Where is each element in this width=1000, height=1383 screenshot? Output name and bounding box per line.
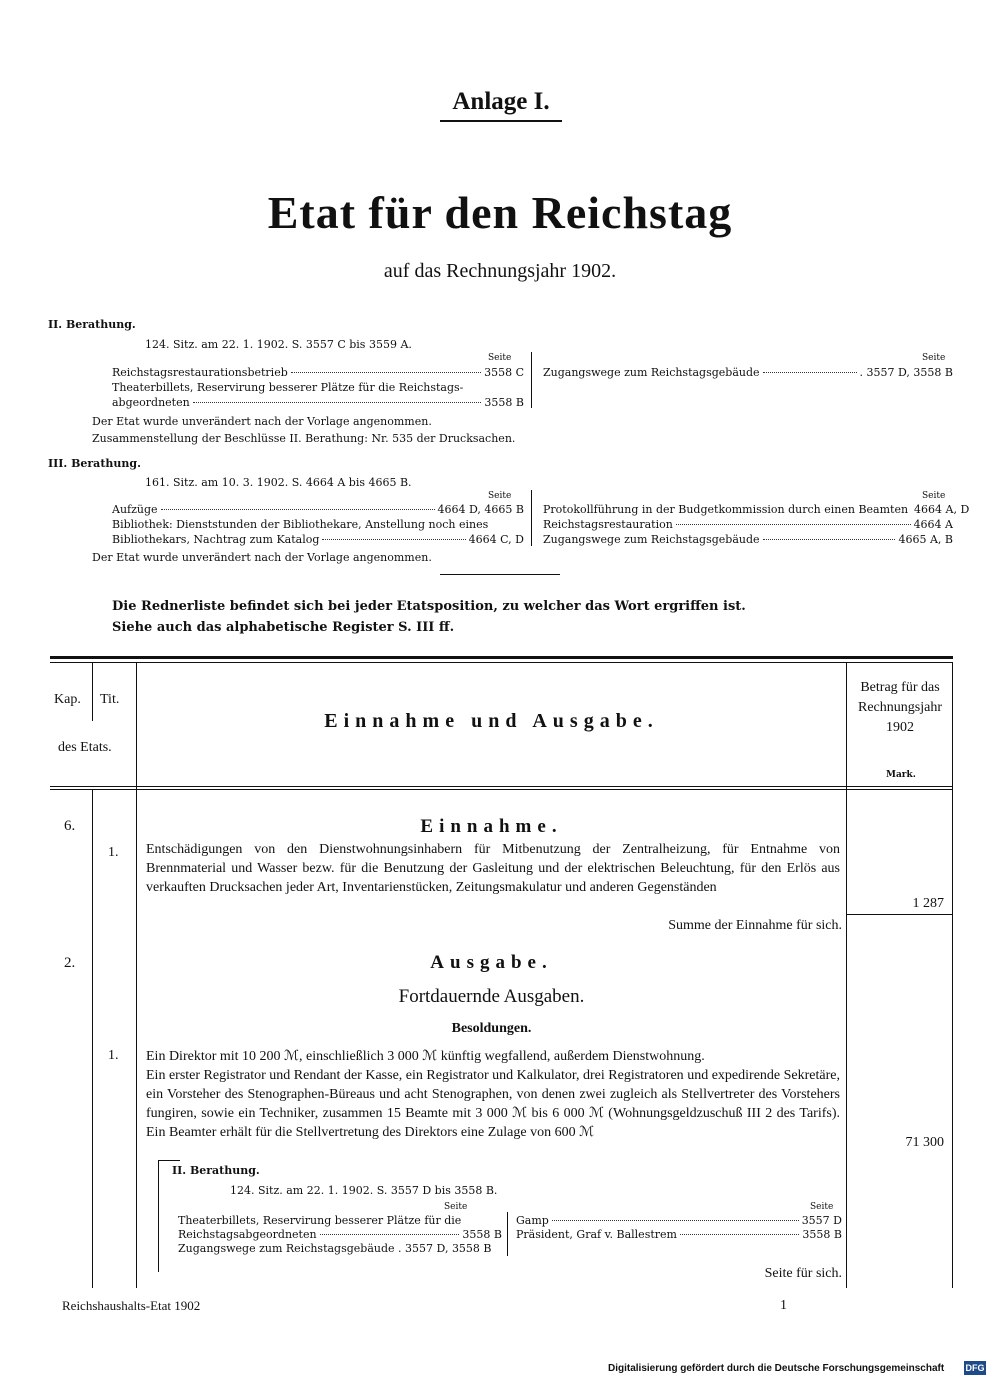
beratung2-left-item: Reichstagsrestaurationsbetrieb 3558 C — [112, 366, 524, 379]
ausgabe-subheading: Fortdauernde Ausgaben. — [398, 986, 585, 1007]
table-header-rule-2 — [50, 789, 953, 790]
beratung3-seite-left: Seite — [488, 491, 512, 501]
col-mark-header: Mark. — [886, 770, 916, 780]
rednerliste-notice: Die Rednerliste befindet sich bei jeder Etatsposition, zu welcher das Wort ergriffen ist. — [112, 599, 746, 614]
ausgabe-beratung-left-item: Zugangswege zum Reichstagsgebäude . 3557 D, 3558 B — [178, 1242, 492, 1255]
beratung2-left-item: Theaterbillets, Reservirung besserer Plätze für die Reichstags- — [112, 381, 464, 394]
beratung2-note: Zusammenstellung der Beschlüsse II. Berathung: Nr. 535 der Drucksachen. — [92, 432, 516, 445]
table-top-rule-thin — [50, 662, 953, 663]
col-des-etats-header: des Etats. — [58, 740, 112, 755]
ausgabe-beratung-left-item: Theaterbillets, Reservirung besserer Plätze für die — [178, 1214, 462, 1227]
dfg-credit: Digitalisierung gefördert durch die Deutsche Forschungsgemeinschaft — [608, 1363, 945, 1374]
einnahme-text: Entschädigungen von den Dienstwohnungsinhabern für Mitbenutzung der Zentralheizung, für Entnahme von Brennmaterial und Wasser bezw. für die Benutzung der Gasleitung und der elektrischen Beleuchtung, für den Erlös aus verkauften Drucksachen jeder Art, Inventarienstücken, Zeitungsmakulatur und anderen Gegenständen — [146, 842, 840, 895]
amount-right-border — [952, 663, 953, 1288]
column-divider — [531, 352, 532, 408]
column-divider — [531, 490, 532, 546]
ausgabe-beratung-right-item: Gamp 3557 D — [516, 1214, 842, 1227]
beratung3-right-item: Zugangswege zum Reichstagsgebäude 4665 A, B — [543, 533, 953, 546]
anlage-label: Anlage I. — [440, 88, 562, 122]
beratung3-seite-right: Seite — [922, 491, 946, 501]
col-betrag-header: Betrag für das Rechnungsjahr 1902 — [858, 680, 942, 735]
beratung2-heading: II. Berathung. — [48, 318, 136, 331]
table-header-rule — [50, 786, 953, 787]
ausgabe-kap: 2. — [64, 955, 76, 971]
beratung3-left-item: Aufzüge 4664 D, 4665 B — [112, 503, 524, 516]
ausgabe-heading: Ausgabe. — [430, 952, 553, 973]
seite-fuer-sich: Seite für sich. — [764, 1266, 842, 1281]
beratung2-seite-left: Seite — [488, 353, 512, 363]
beratung3-right-item: Protokollführung in der Budgetkommission durch einen Beamten 4664 A, D — [543, 503, 970, 516]
main-amount-divider — [846, 663, 847, 1288]
besoldungen-heading: Besoldungen. — [451, 1021, 532, 1036]
dfg-logo: DFG — [965, 1363, 985, 1373]
beratung3-note: Der Etat wurde unverändert nach der Vorlage angenommen. — [92, 551, 432, 564]
col-main-header: Einnahme und Ausgabe. — [324, 710, 659, 732]
col-kap-header: Kap. — [54, 692, 81, 707]
tit-main-divider — [136, 663, 137, 1288]
beratung3-left-item: Bibliothek: Dienststunden der Bibliothekare, Anstellung noch eines — [112, 518, 489, 531]
beratung2-note: Der Etat wurde unverändert nach der Vorlage angenommen. — [92, 415, 432, 428]
ausgabe-beratung-right-item: Präsident, Graf v. Ballestrem 3558 B — [516, 1228, 842, 1241]
beratung3-left-item: Bibliothekars, Nachtrag zum Katalog 4664 C, D — [112, 533, 524, 546]
ausgabe-tit: 1. — [108, 1048, 119, 1063]
beratung2-left-item: abgeordneten 3558 B — [112, 396, 524, 409]
ausgabe-beratung-left-item: Reichstagsabgeordneten 3558 B — [178, 1228, 502, 1241]
separator-rule — [440, 574, 560, 575]
kap-tit-divider — [92, 663, 93, 721]
ausgabe-text-beamte: Ein erster Registrator und Rendant der Kasse, ein Registrator und Kalkulator, drei Registratoren und expedirende Sekretäre, ein Vorsteher des Stenographen-Büreaus und acht Stenographen, von denen zwei zugleich als Stellvertreter des Vorstehers fungiren, sowie ein Techniker, zusammen 15 Beamte mit 3 000 ℳ bis 6 000 ℳ (Wohnungsgeldzuschuß III 2 des Tarifs). Ein Beamter erhält für die Stellvertretung des Direktors eine Zulage von 600 ℳ — [146, 1068, 840, 1140]
page-title: Etat für den Reichstag — [267, 187, 733, 238]
ausgabe-text-direktor: Ein Direktor mit 10 200 ℳ, einschließlich 3 000 ℳ künftig wegfallend, außerdem Dienstwohnung. — [146, 1049, 705, 1064]
einnahme-sum-rule — [847, 914, 952, 915]
register-notice: Siehe auch das alphabetische Register S. III ff. — [112, 620, 455, 635]
kap-tit-divider-lower — [92, 790, 93, 1288]
einnahme-summe: Summe der Einnahme für sich. — [668, 918, 842, 933]
page-number: 1 — [780, 1298, 787, 1313]
einnahme-kap: 6. — [64, 818, 76, 834]
beratung2-right-item: Zugangswege zum Reichstagsgebäude . 3557 D, 3558 B — [543, 366, 953, 379]
inner-column-divider — [507, 1212, 508, 1256]
inner-box-top — [158, 1160, 180, 1161]
ausgabe-beratung-heading: II. Berathung. — [172, 1164, 260, 1177]
page-subtitle: auf das Rechnungsjahr 1902. — [383, 260, 617, 282]
inner-box-left — [158, 1160, 159, 1272]
ausgabe-beratung-seite-left: Seite — [444, 1202, 468, 1212]
einnahme-heading: Einnahme. — [420, 816, 563, 837]
beratung2-seite-right: Seite — [922, 353, 946, 363]
einnahme-amount: 1 287 — [912, 896, 944, 911]
ausgabe-beratung-sitzung: 124. Sitz. am 22. 1. 1902. S. 3557 D bis 3558 B. — [230, 1184, 498, 1197]
footer-etat-label: Reichshaushalts-Etat 1902 — [62, 1298, 201, 1313]
einnahme-tit: 1. — [108, 845, 119, 860]
ausgabe-amount: 71 300 — [905, 1135, 944, 1150]
beratung3-sitzung: 161. Sitz. am 10. 3. 1902. S. 4664 A bis 4665 B. — [145, 476, 412, 489]
col-tit-header: Tit. — [100, 692, 120, 707]
beratung3-right-item: Reichstagsrestauration 4664 A — [543, 518, 953, 531]
table-top-rule — [50, 656, 953, 659]
beratung3-heading: III. Berathung. — [48, 457, 141, 470]
beratung2-sitzung: 124. Sitz. am 22. 1. 1902. S. 3557 C bis 3559 A. — [145, 338, 412, 351]
ausgabe-beratung-seite-right: Seite — [810, 1202, 834, 1212]
